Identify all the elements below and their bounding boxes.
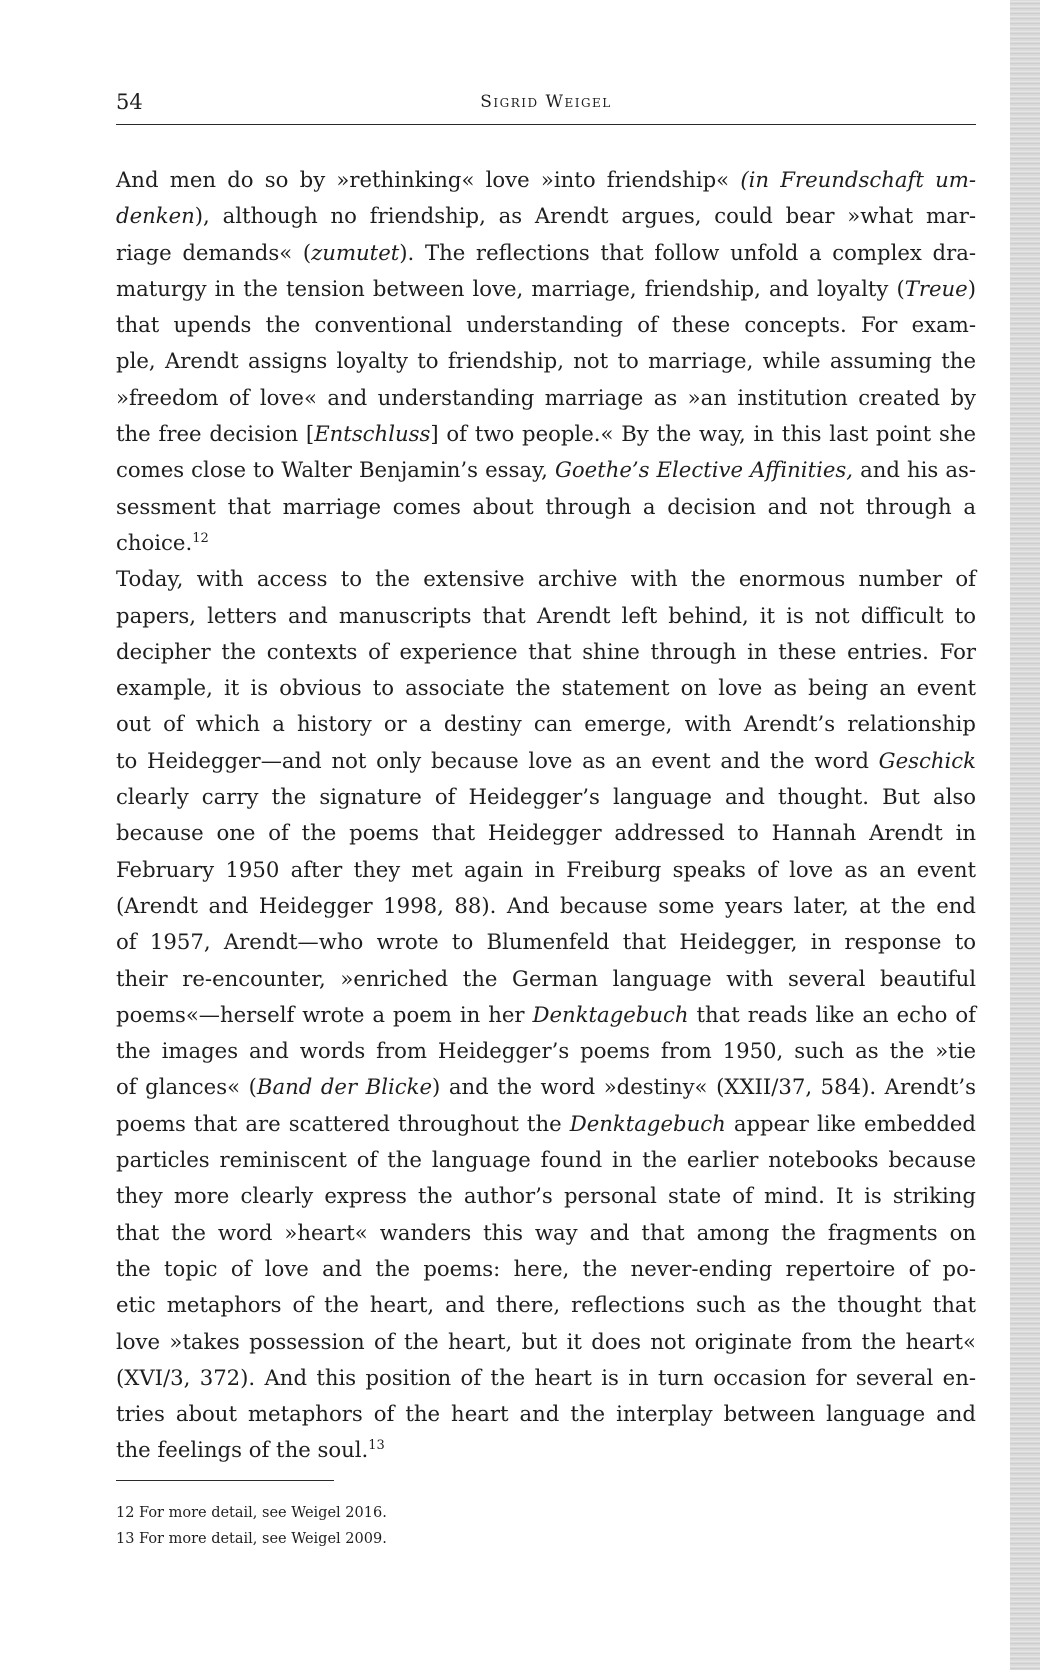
text-line: poems«—herself wrote a poem in her Denktagebuch that reads like an echo of (116, 1001, 976, 1027)
text-line: maturgy in the tension between love, marriage, friendship, and loyalty (Treue) (116, 275, 976, 301)
text-line: their re-encounter, »enriched the German language with several beautiful (116, 965, 976, 991)
text-line: particles reminiscent of the language found in the earlier notebooks because (116, 1147, 976, 1173)
text-line: choice.$^{12}$ (116, 529, 209, 555)
scan-edge (1010, 0, 1040, 1670)
running-head: Sigrid Weigel (480, 92, 612, 112)
italic-term: denken (116, 203, 195, 229)
text-line: example, it is obvious to associate the statement on love as being an event (116, 675, 976, 701)
text-line: of 1957, Arendt—who wrote to Blumenfeld that Heidegger, in response to (116, 929, 976, 955)
text-line: that the word »heart« wanders this way and that among the fragments on (116, 1219, 976, 1245)
page-header (116, 86, 976, 125)
text-line: decipher the contexts of experience that shine through in these entries. For (116, 638, 976, 664)
italic-term: zumutet (311, 239, 400, 265)
text-line: they more clearly express the author’s personal state of mind. It is striking (116, 1183, 976, 1209)
footnote-reference: 12 (192, 530, 209, 546)
text-line: February 1950 after they met again in Freiburg speaks of love as an event (116, 856, 976, 882)
text-line: the topic of love and the poems: here, the never-ending repertoire of po- (116, 1255, 976, 1281)
text-line: Today, with access to the extensive archive with the enormous number of (116, 566, 976, 592)
text-line: papers, letters and manuscripts that Arendt left behind, it is not difficult to (116, 602, 976, 628)
text-line: riage demands« (zumutet). The reflections that follow unfold a complex dra- (116, 239, 976, 265)
text-line: the free decision [Entschluss] of two people.« By the way, in this last point she (116, 421, 976, 447)
text-line: the images and words from Heidegger’s poems from 1950, such as the »tie (116, 1038, 976, 1064)
text-line: poems that are scattered throughout the Denktagebuch appear like embedded (116, 1110, 976, 1136)
italic-term: Denktagebuch (569, 1110, 726, 1136)
footnote-13: 13 For more detail, see Weigel 2009. (116, 1531, 387, 1547)
body-text (116, 162, 976, 1469)
text-line: to Heidegger—and not only because love as an event and the word Geschick (116, 747, 976, 773)
text-line: (Arendt and Heidegger 1998, 88). And because some years later, at the end (116, 892, 976, 918)
page-number: 54 (116, 90, 143, 114)
text-line: ple, Arendt assigns loyalty to friendship, not to marriage, while assuming the (116, 348, 976, 374)
italic-term: Geschick (878, 747, 976, 773)
italic-term: Entschluss (314, 421, 431, 447)
text-line: out of which a history or a destiny can emerge, with Arendt’s relationship (116, 711, 976, 737)
italic-term: Treue (904, 275, 968, 301)
footnote-rule (116, 1480, 334, 1481)
text-line: (XVI/3, 372). And this position of the heart is in turn occasion for several en- (116, 1364, 976, 1390)
text-line: tries about metaphors of the heart and the interplay between language and (116, 1401, 976, 1427)
footnotes (116, 1500, 976, 1552)
text-line: comes close to Walter Benjamin’s essay, Goethe’s Elective Affinities, and his as- (116, 457, 976, 483)
text-line: love »takes possession of the heart, but it does not originate from the heart« (116, 1328, 976, 1354)
italic-term: Band der Blicke (256, 1074, 433, 1100)
text-line: And men do so by »rethinking« love »into friendship« (in Freundschaft um- (116, 167, 976, 192)
footnote-12: 12 For more detail, see Weigel 2016. (116, 1505, 387, 1521)
italic-term: (in Freundschaft um- (740, 167, 976, 192)
text-line: clearly carry the signature of Heidegger’s language and thought. But also (116, 784, 976, 810)
italic-term: Denktagebuch (532, 1001, 689, 1027)
italic-term: Goethe’s Elective Affinities, (554, 457, 854, 483)
text-line: denken), although no friendship, as Arendt argues, could bear »what mar- (116, 203, 976, 229)
text-line: etic metaphors of the heart, and there, reflections such as the thought that (116, 1292, 976, 1318)
footnote-reference: 13 (368, 1438, 385, 1454)
text-line: because one of the poems that Heidegger addressed to Hannah Arendt in (116, 820, 976, 846)
text-line: of glances« (Band der Blicke) and the word »destiny« (XXII/37, 584). Arendt’s (116, 1074, 976, 1100)
text-line: the feelings of the soul.$^{13}$ (116, 1437, 385, 1463)
text-line: »freedom of love« and understanding marriage as »an institution created by (116, 384, 976, 410)
text-line: sessment that marriage comes about through a decision and not through a (116, 493, 976, 519)
text-line: that upends the conventional understanding of these concepts. For exam- (116, 312, 976, 338)
